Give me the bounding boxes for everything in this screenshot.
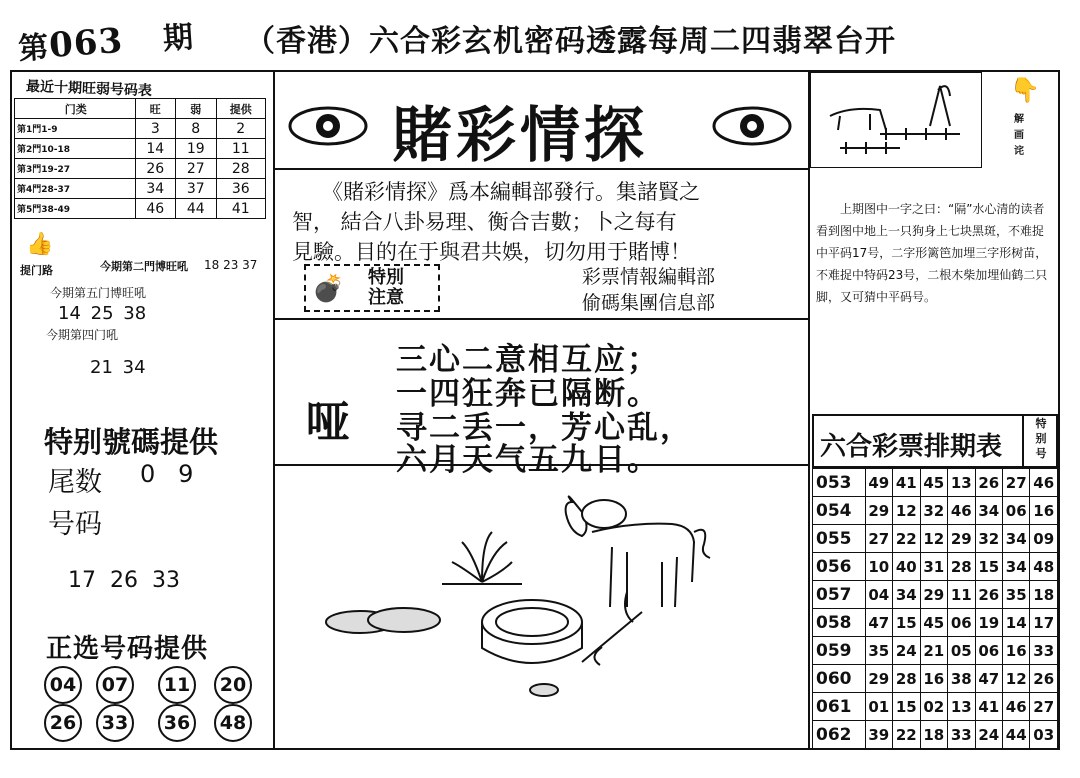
fifth-door-numbers: 14 25 38 [58,303,147,324]
cell: 34 [1003,553,1030,581]
col-header: 提供 [216,99,266,119]
cell: 10 [865,553,892,581]
cell: 41 [893,469,920,497]
selection-number: 36 [158,704,196,742]
cell: 33 [1030,637,1058,665]
cell: 33 [948,721,975,749]
cell: 35 [865,637,892,665]
cell: 40 [893,553,920,581]
cell: 18 [1030,581,1058,609]
selection-title: 正选号码提供 [46,634,209,664]
cell: 06 [1003,497,1030,525]
pointing-hand-icon: 👇 [1010,76,1040,104]
fourth-door-label: 今期第四门吼 [46,328,119,342]
table-row [813,525,1058,553]
special-title: 特别號碼提供 [44,425,219,459]
issue-suffix: 期 [161,19,196,57]
table-row [813,665,1058,693]
cell: 26 [975,469,1002,497]
plant-drawing [442,532,522,584]
cell: 47 [975,665,1002,693]
cell: 26 [1030,665,1058,693]
table-row [813,581,1058,609]
cell: 26 [135,159,175,179]
schedule-title-box [812,414,1058,468]
period: 059 [813,637,866,665]
cell: 3 [135,119,175,139]
selection-number: 04 [44,666,82,704]
cell: 34 [1003,525,1030,553]
period: 054 [813,497,866,525]
cell: 06 [975,637,1002,665]
cell: 18 [920,721,947,749]
intro-line: 智， 結合八卦易理、衡合吉數；卜之每有 [292,210,677,234]
riddle-line: 六月天气五九日。 [396,442,660,478]
table-row [813,469,1058,497]
cell: 06 [948,609,975,637]
cell: 21 [920,637,947,665]
notice-box [304,264,440,312]
cell: 14 [135,139,175,159]
selection-number: 20 [214,666,252,704]
bomb-icon: 💣 [312,274,345,304]
number-label: 号码 [48,509,102,540]
cell: 48 [1030,553,1058,581]
cell: 38 [948,665,975,693]
table-row [813,553,1058,581]
cell: 27 [865,525,892,553]
table-row [15,199,266,219]
cell: 27 [1003,469,1030,497]
fourth-door-numbers: 21 34 [90,357,146,378]
period: 056 [813,553,866,581]
row-label: 第4門28-37 [15,179,136,199]
row-label: 第1門1-9 [15,119,136,139]
selection-number: 11 [158,666,196,704]
cell: 19 [176,139,216,159]
org-name: 偷碼集團信息部 [582,292,716,314]
recent-table-title: 最近十期旺弱号码表 [25,78,153,100]
cell: 39 [865,721,892,749]
cell: 34 [975,497,1002,525]
divider-left [273,70,275,750]
notice-text: 特別 注意 [368,267,404,308]
table-row [15,139,266,159]
cell: 15 [975,553,1002,581]
cell: 46 [1030,469,1058,497]
intro-line: 見驗。目的在于與君共娛，切勿用于賭博！ [292,240,691,264]
cell: 09 [1030,525,1058,553]
cell: 12 [893,497,920,525]
table-row [813,721,1058,749]
period: 053 [813,469,866,497]
cell: 41 [975,693,1002,721]
table-row [813,609,1058,637]
explanation-text: 上期图中一字之曰：“隔”水心清的读者看到图中地上一只狗身上七块黑斑，不难捉中平码17号，二字形篱笆加埋三字形树苗，不难捉中特码23号，二根木柴加埋仙鹤二只脚，又可猜中平码号。 [816,202,1048,304]
row-label: 第2門10-18 [15,139,136,159]
cell: 11 [216,139,266,159]
thumbs-up-icon: 👍 [26,232,54,257]
issue-label [17,12,196,68]
door-label: 提门路 [20,264,53,277]
explain-label: 解 画 诧 [1014,114,1024,157]
riddle-line: 一四狂奔已隔断。 [396,376,660,412]
cell: 16 [1003,637,1030,665]
cell: 41 [216,199,266,219]
banner-title: 賭彩情探 [392,101,648,171]
table-row [813,637,1058,665]
period: 060 [813,665,866,693]
table-row [15,179,266,199]
cell: 27 [1030,693,1058,721]
tail-label: 尾数 [48,467,102,498]
cell: 31 [920,553,947,581]
cell: 44 [1003,721,1030,749]
cell: 02 [920,693,947,721]
selection-number: 07 [96,666,134,704]
eye-icon [712,104,792,148]
period: 061 [813,693,866,721]
page-title: （香港）六合彩玄机密码透露每周二四翡翠台开 [245,24,896,59]
cell: 28 [216,159,266,179]
divider-intro [275,318,808,320]
cell: 24 [975,721,1002,749]
riddle-line: 三心二意相互应； [396,342,660,378]
selection-number: 33 [96,704,134,742]
cell: 12 [1003,665,1030,693]
special-numbers: 17 26 33 [68,568,180,593]
cell: 2 [216,119,266,139]
period: 055 [813,525,866,553]
riddle-line: 寻二丢一，芳心乱， [396,410,693,446]
cell: 26 [975,581,1002,609]
table-row [15,159,266,179]
col-header: 门类 [15,99,136,119]
recent-table [14,98,266,219]
lamb-drawing [566,496,710,607]
table-row [15,119,266,139]
cell: 22 [893,721,920,749]
cell: 03 [1030,721,1058,749]
cell: 13 [948,469,975,497]
issue-number: 063 [47,20,125,66]
table-row [813,693,1058,721]
cell: 47 [865,609,892,637]
cell: 29 [948,525,975,553]
cell: 19 [975,609,1002,637]
period: 062 [813,721,866,749]
divider-right [808,70,810,750]
cell: 28 [948,553,975,581]
cell: 24 [893,637,920,665]
intro-line: 《賭彩情探》爲本編輯部發行。集諸賢之 [322,180,700,204]
col-header: 弱 [176,99,216,119]
fifth-door-label: 今期第五门博旺吼 [50,286,147,300]
cell: 8 [176,119,216,139]
cell: 46 [135,199,175,219]
period: 058 [813,609,866,637]
cell: 49 [865,469,892,497]
recent-table-header [15,99,266,119]
cell: 29 [920,581,947,609]
schedule-title: 六合彩票排期表 [820,432,1003,462]
tail-values: 0 9 [140,460,194,488]
selection-number: 48 [214,704,252,742]
cell: 46 [948,497,975,525]
cell: 05 [948,637,975,665]
period: 057 [813,581,866,609]
well-drawing [482,600,582,663]
cell: 16 [920,665,947,693]
cell: 36 [216,179,266,199]
second-door-numbers: 18 23 37 [204,258,258,272]
riddle-label: 哑 [306,397,350,448]
row-label: 第3門19-27 [15,159,136,179]
cell: 37 [176,179,216,199]
cell: 15 [893,609,920,637]
row-label: 第5門38-49 [15,199,136,219]
cell: 34 [135,179,175,199]
issue-prefix: 第 [17,30,51,68]
cell: 45 [920,469,947,497]
cell: 22 [893,525,920,553]
cell: 35 [1003,581,1030,609]
cell: 17 [1030,609,1058,637]
col-header: 旺 [135,99,175,119]
selection-number: 26 [44,704,82,742]
cell: 44 [176,199,216,219]
cell: 14 [1003,609,1030,637]
cell: 15 [893,693,920,721]
cell: 34 [893,581,920,609]
cell: 12 [920,525,947,553]
cell: 32 [920,497,947,525]
cell: 27 [176,159,216,179]
table-row [813,497,1058,525]
cell: 46 [1003,693,1030,721]
fence-drawing [820,76,970,166]
cell: 28 [893,665,920,693]
schedule-special-label: 特 别 号 [1022,416,1058,466]
illustration [282,472,802,742]
stones-drawing [326,608,558,696]
second-door-label: 今期第二門博旺吼 [100,260,188,273]
eye-icon [288,104,368,148]
cell: 29 [865,665,892,693]
cell: 01 [865,693,892,721]
org-name: 彩票情報編輯部 [582,266,716,288]
schedule-table [812,468,1058,749]
cell: 13 [948,693,975,721]
cell: 45 [920,609,947,637]
cell: 16 [1030,497,1058,525]
cell: 29 [865,497,892,525]
cell: 04 [865,581,892,609]
cell: 32 [975,525,1002,553]
cell: 11 [948,581,975,609]
stick-drawing [582,592,642,665]
